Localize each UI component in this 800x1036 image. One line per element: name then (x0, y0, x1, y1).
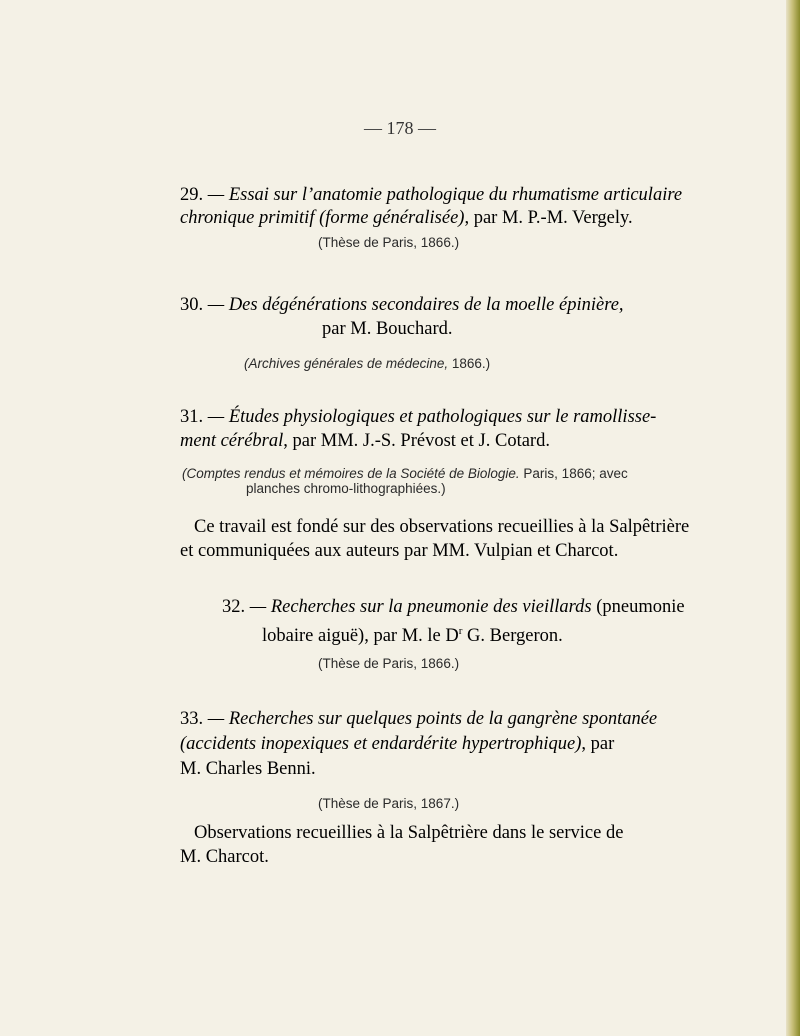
entry-title: — Essai sur l’anatomie pathologique du rhumatisme articulaire (207, 185, 683, 205)
entry-author: , par M. P.-M. Vergely. (464, 208, 633, 228)
entry-title-cont: (accidents inopexiques et endardérite hypertrophique) (180, 734, 582, 754)
entry-author-b: G. Bergeron. (462, 626, 563, 647)
entry-33-line2 (180, 733, 614, 755)
entry-30-line1 (180, 294, 624, 316)
entry-author-a: lobaire aiguë), par M. le D (262, 626, 459, 647)
entry-29-line2 (180, 207, 633, 229)
entry-title-cont: chronique primitif (forme généralisée) (180, 208, 465, 228)
entry-31-line1 (180, 406, 656, 428)
entry-title: — Des dégénérations secondaires de la moelle épinière, (207, 295, 624, 315)
source-year: 1866.) (448, 356, 491, 371)
entry-number: 31. (180, 407, 204, 427)
entry-32-line1 (222, 596, 685, 618)
entry-31-note-line1: Ce travail est fondé sur des observations recueillies à la Salpêtrière (194, 517, 690, 537)
entry-number: 29. (180, 185, 204, 205)
page-edge-shadow (786, 0, 800, 1036)
entry-33-note-line1: Observations recueillies à la Salpêtrière dans le service de (194, 823, 624, 843)
entry-title: — Recherches sur quelques points de la gangrène spontanée (207, 709, 658, 729)
entry-author: , par MM. J.-S. Prévost et J. Cotard. (283, 431, 550, 451)
entry-30-source (244, 356, 490, 372)
entry-author-tail: , par (581, 734, 615, 754)
entry-33-author: M. Charles Benni. (180, 759, 316, 779)
superscript: r (458, 625, 463, 637)
entry-title: — Recherches sur la pneumonie des vieillards (249, 597, 592, 617)
entry-29-source: (Thèse de Paris, 1866.) (318, 235, 460, 250)
entry-33-source: (Thèse de Paris, 1867.) (318, 796, 460, 811)
entry-32-source: (Thèse de Paris, 1866.) (318, 656, 460, 671)
page-number: — 178 — (364, 118, 436, 138)
source-journal: (Archives générales de médecine, (244, 356, 449, 371)
source-journal: (Comptes rendus et mémoires de la Société de Biologie. (182, 466, 520, 481)
entry-31-line2 (180, 430, 550, 452)
entry-number: 30. (180, 295, 204, 315)
entry-30-author: par M. Bouchard. (322, 319, 453, 339)
entry-title-cont: ment cérébral (180, 431, 284, 451)
entry-title-rest: (pneumonie (591, 597, 685, 617)
entry-29-line1 (180, 184, 682, 206)
entry-33-line1 (180, 708, 657, 730)
entry-33-note-line2: M. Charcot. (180, 847, 269, 867)
entry-31-note-line2: et communiquées aux auteurs par MM. Vulpian et Charcot. (180, 541, 619, 561)
entry-title: — Études physiologiques et pathologiques sur le ramollisse- (207, 407, 657, 427)
source-details: Paris, 1866; avec (519, 466, 628, 481)
entry-number: 32. (222, 597, 246, 617)
entry-number: 33. (180, 709, 204, 729)
entry-31-source-line2: planches chromo-lithographiées.) (246, 481, 446, 496)
entry-32-line2 (262, 620, 563, 647)
entry-31-source (182, 466, 628, 482)
